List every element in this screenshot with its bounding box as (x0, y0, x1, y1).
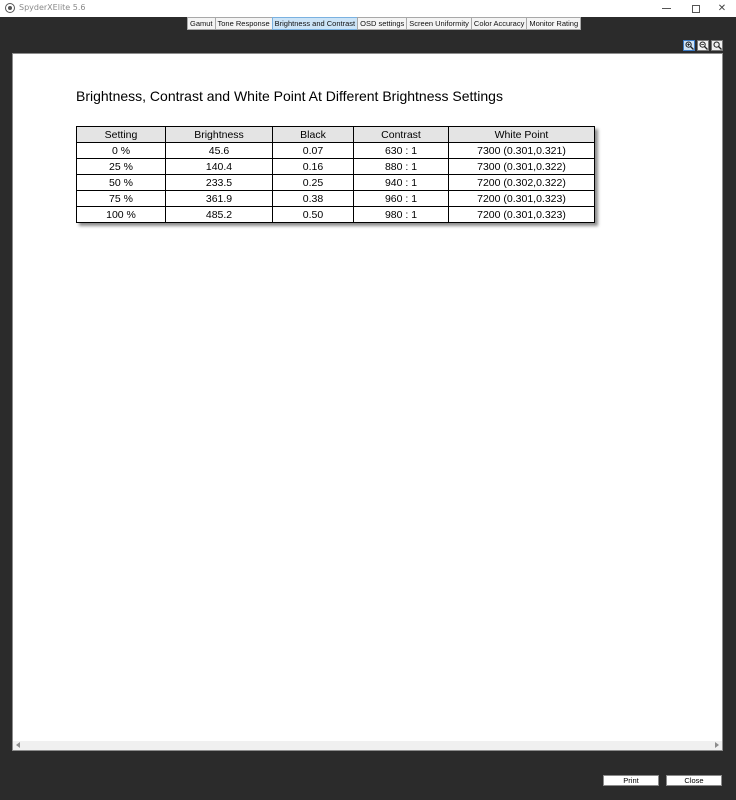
cell-black: 0.50 (273, 207, 354, 223)
column-header-setting: Setting (77, 127, 166, 143)
column-header-brightness: Brightness (166, 127, 273, 143)
scroll-right-icon[interactable] (715, 742, 719, 748)
tab-monitor-rating[interactable]: Monitor Rating (526, 17, 581, 30)
cell-white-point: 7200 (0.301,0.323) (449, 207, 595, 223)
scroll-left-icon[interactable] (16, 742, 20, 748)
cell-black: 0.16 (273, 159, 354, 175)
zoom-out-button[interactable] (697, 40, 709, 51)
maximize-icon (692, 5, 700, 13)
title-bar (0, 0, 736, 17)
tab-tone-response[interactable]: Tone Response (215, 17, 272, 30)
cell-contrast: 980 : 1 (354, 207, 449, 223)
cell-brightness: 233.5 (166, 175, 273, 191)
zoom-in-button[interactable] (683, 40, 695, 51)
table-header-row (77, 127, 595, 143)
cell-white-point: 7300 (0.301,0.321) (449, 143, 595, 159)
tab-screen-uniformity[interactable]: Screen Uniformity (406, 17, 471, 30)
close-icon: ✕ (717, 3, 727, 14)
minimize-icon (662, 8, 671, 9)
horizontal-scrollbar[interactable] (13, 741, 722, 750)
cell-setting: 25 % (77, 159, 166, 175)
close-window-button[interactable] (708, 0, 736, 17)
column-header-white-point: White Point (449, 127, 595, 143)
cell-setting: 100 % (77, 207, 166, 223)
minimize-button[interactable] (652, 0, 680, 17)
cell-brightness: 485.2 (166, 207, 273, 223)
tab-brightness-and-contrast[interactable]: Brightness and Contrast (272, 17, 357, 30)
zoom-out-icon (699, 41, 708, 50)
zoom-fit-icon (713, 41, 722, 50)
zoom-in-icon (685, 41, 694, 50)
cell-black: 0.38 (273, 191, 354, 207)
column-header-black: Black (273, 127, 354, 143)
cell-setting: 0 % (77, 143, 166, 159)
table-row (77, 159, 595, 175)
cell-contrast: 880 : 1 (354, 159, 449, 175)
tab-color-accuracy[interactable]: Color Accuracy (471, 17, 526, 30)
report-title: Brightness, Contrast and White Point At Different Brightness Settings (76, 88, 503, 104)
cell-brightness: 140.4 (166, 159, 273, 175)
results-table-container (76, 126, 595, 223)
cell-white-point: 7200 (0.302,0.322) (449, 175, 595, 191)
column-header-contrast: Contrast (354, 127, 449, 143)
window-title: SpyderXElite 5.6 (19, 3, 86, 12)
tab-osd-settings[interactable]: OSD settings (357, 17, 406, 30)
cell-setting: 75 % (77, 191, 166, 207)
cell-brightness: 45.6 (166, 143, 273, 159)
results-table (76, 126, 595, 223)
print-button[interactable]: Print (603, 775, 659, 786)
app-icon (5, 3, 15, 13)
cell-setting: 50 % (77, 175, 166, 191)
cell-brightness: 361.9 (166, 191, 273, 207)
zoom-fit-button[interactable] (711, 40, 723, 51)
cell-white-point: 7200 (0.301,0.323) (449, 191, 595, 207)
tab-strip (187, 17, 581, 30)
table-row (77, 191, 595, 207)
tab-gamut[interactable]: Gamut (187, 17, 215, 30)
table-row (77, 175, 595, 191)
close-button[interactable]: Close (666, 775, 722, 786)
cell-black: 0.07 (273, 143, 354, 159)
cell-black: 0.25 (273, 175, 354, 191)
cell-contrast: 630 : 1 (354, 143, 449, 159)
table-row (77, 207, 595, 223)
report-viewer (12, 53, 723, 751)
cell-contrast: 960 : 1 (354, 191, 449, 207)
maximize-button[interactable] (682, 0, 710, 17)
cell-white-point: 7300 (0.301,0.322) (449, 159, 595, 175)
table-row (77, 143, 595, 159)
cell-contrast: 940 : 1 (354, 175, 449, 191)
